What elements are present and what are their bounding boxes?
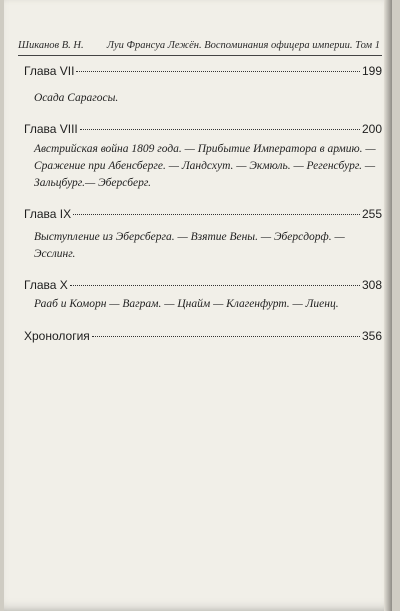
leader-dots — [76, 71, 360, 72]
toc-page-number: 356 — [361, 329, 382, 343]
toc-description: Рааб и Коморн — Ваграм. — Цнайм — Клагенфурт. — Лиенц. — [34, 298, 339, 310]
leader-dots — [70, 285, 360, 286]
toc-page-number: 255 — [361, 207, 382, 221]
toc-page-number: 308 — [361, 278, 382, 292]
toc-entry-chapter-8 — [24, 122, 382, 192]
header-title: Луи Франсуа Лежён. Воспоминания офицера империи. Том 1 — [106, 40, 380, 51]
leader-dots — [92, 336, 360, 337]
toc-label: Глава VIII — [24, 122, 78, 136]
toc-entry-chronology — [24, 329, 382, 345]
toc-label: Глава IX — [24, 207, 72, 221]
toc-entry-chapter-9 — [24, 207, 382, 263]
toc-label: Хронология — [24, 329, 90, 343]
toc-line — [24, 64, 382, 80]
book-page — [4, 0, 392, 611]
toc-page-number: 200 — [361, 122, 382, 136]
header-author: Шиканов В. Н. — [18, 40, 84, 51]
table-of-contents — [24, 64, 382, 345]
running-header — [18, 28, 386, 51]
toc-entry-chapter-10 — [24, 278, 382, 313]
header-divider — [18, 55, 382, 56]
toc-line — [24, 329, 382, 345]
toc-description: Осада Сарагосы. — [34, 92, 119, 104]
leader-dots — [80, 129, 360, 130]
toc-page-number: 199 — [361, 64, 382, 78]
toc-label: Глава VII — [24, 64, 75, 78]
leader-dots — [73, 214, 360, 215]
toc-line — [24, 278, 382, 294]
toc-line — [24, 207, 382, 223]
toc-line — [24, 122, 382, 138]
toc-description: Выступление из Эберсберга. — Взятие Вены. — Эберсдорф. — Эсслинг. — [34, 231, 345, 260]
toc-label: Глава X — [24, 278, 68, 292]
toc-description: Австрийская война 1809 года. — Прибытие Императора в армию. — Сражение при Абенсберге. — Ландсхут. — Экмюль. — Регенсбург. — Зальцбург.— Эберсберг. — [34, 143, 376, 189]
page-spine-shadow — [384, 0, 392, 611]
toc-entry-chapter-7 — [24, 64, 382, 107]
